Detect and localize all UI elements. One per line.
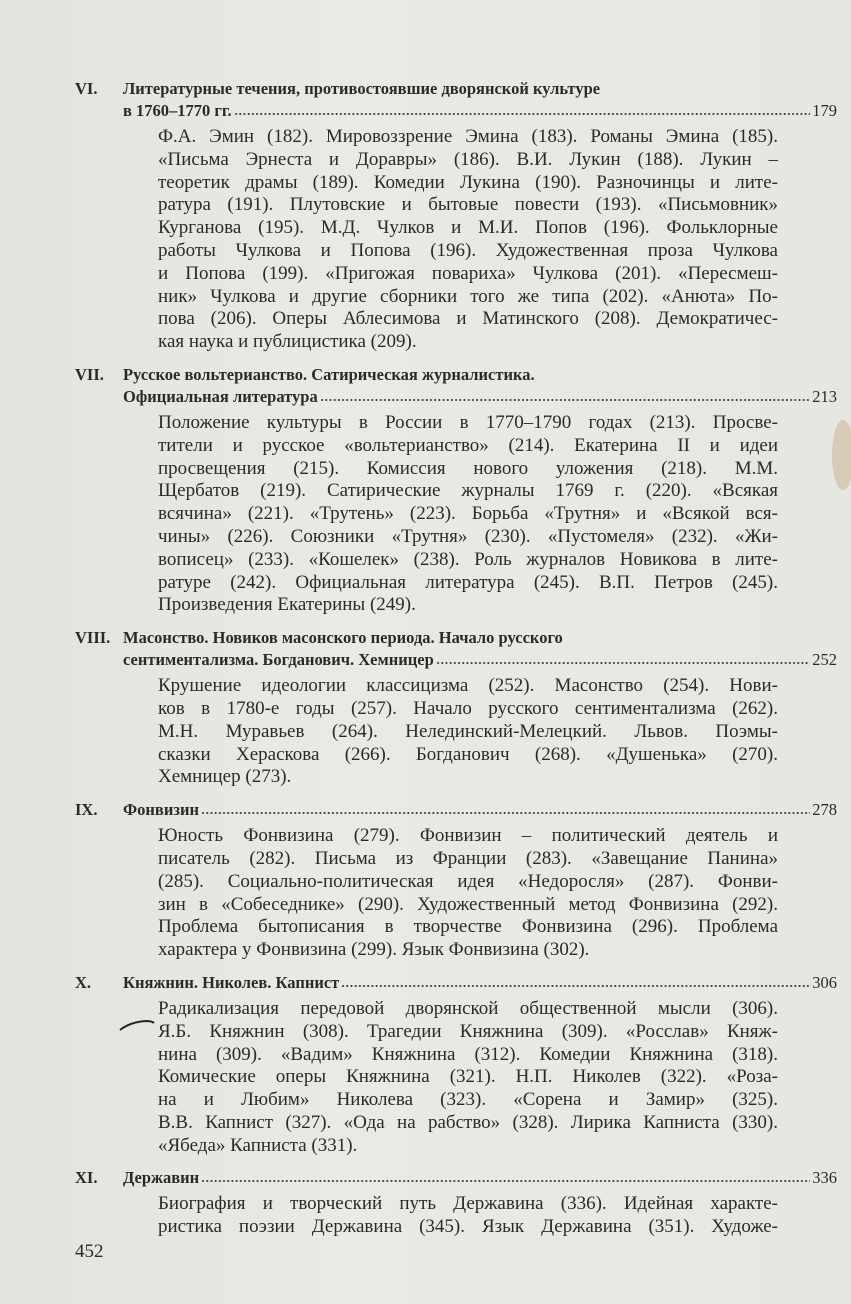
contents-line: ристика поэзии Державина (345). Язык Державина (351). Художе-	[158, 1216, 778, 1238]
dot-leader	[341, 984, 810, 988]
contents-line: «Ябеда» Капниста (331).	[158, 1134, 358, 1156]
contents-line: Комические оперы Княжнина (321). Н.П. Николев (322). «Роза-	[158, 1066, 778, 1088]
toc-section	[75, 78, 837, 354]
chapter-title-line	[123, 649, 837, 671]
contents-line: (285). Социально-политическая идея «Недоросля» (287). Фонви-	[158, 870, 778, 892]
chapter-contents	[158, 825, 778, 962]
chapter-numeral: IX.	[75, 800, 98, 820]
chapter-heading	[75, 972, 837, 994]
chapter-title-line	[123, 78, 837, 100]
toc-section	[75, 799, 837, 962]
chapter-heading	[75, 799, 837, 821]
chapter-numeral: X.	[75, 972, 92, 992]
contents-line: М.Н. Муравьев (264). Нелединский-Мелецкий. Львов. Поэмы-	[158, 720, 778, 742]
chapter-contents	[158, 126, 778, 354]
chapter-title	[123, 972, 837, 994]
chapter-heading	[75, 364, 837, 408]
contents-line: вописец» (233). «Кошелек» (238). Роль журналов Новикова в лите-	[158, 548, 778, 570]
chapter-title-text: Русское вольтерианство. Сатирическая журналистика.	[123, 364, 535, 384]
contents-line: сказки Хераскова (266). Богданович (268). «Душенька» (270).	[158, 743, 778, 765]
contents-line: всячина» (221). «Трутень» (223). Борьба «Трутня» и «Всякой вся-	[158, 503, 778, 525]
toc-section	[75, 1167, 837, 1239]
chapter-title-text: в 1760–1770 гг.	[123, 101, 232, 120]
chapter-heading	[75, 78, 837, 122]
chapter-numeral: VIII.	[75, 628, 111, 648]
contents-line: кая наука и публицистика (209).	[158, 331, 417, 353]
dot-leader	[234, 112, 811, 116]
toc-section	[75, 364, 837, 617]
contents-line: Хемницер (273).	[158, 766, 292, 788]
chapter-title-line	[123, 972, 837, 994]
contents-line: ратуре (242). Официальная литература (245). В.П. Петров (245).	[158, 571, 778, 593]
pen-mark	[118, 1018, 168, 1032]
contents-line: писатель (282). Письма из Франции (283). «Завещание Панина»	[158, 847, 778, 869]
toc-section	[75, 972, 837, 1158]
contents-line: Биография и творческий путь Державина (336). Идейная характе-	[158, 1193, 778, 1215]
contents-line: Крушение идеологии классицизма (252). Масонство (254). Нови-	[158, 675, 778, 697]
contents-line: Произведения Екатерины (249).	[158, 594, 416, 616]
contents-line: Юность Фонвизина (279). Фонвизин – политический деятель и	[158, 825, 778, 847]
chapter-title-text: Литературные течения, противостоявшие дворянской культуре	[123, 79, 601, 98]
chapter-title	[123, 627, 837, 671]
chapter-title-text: сентиментализма. Богданович. Хемницер	[123, 650, 434, 670]
contents-line: ратура (191). Плутовские и бытовые повести (193). «Письмовник»	[158, 194, 778, 216]
contents-line: Курганова (195). М.Д. Чулков и М.И. Попов (196). Фольклорные	[158, 217, 778, 239]
chapter-contents	[158, 675, 778, 789]
chapter-page-number: 213	[812, 386, 837, 406]
chapter-contents	[158, 412, 778, 617]
chapter-heading	[75, 1167, 837, 1189]
contents-line: «Письма Эрнеста и Доравры» (186). В.И. Лукин (188). Лукин –	[158, 148, 778, 170]
contents-line: зин в «Собеседнике» (290). Художественный метод Фонвизина (292).	[158, 893, 778, 915]
chapter-page-number: 179	[812, 101, 837, 120]
dot-leader	[320, 398, 811, 402]
contents-line: и Попова (199). «Пригожая повариха» Чулкова (201). «Пересмеш-	[158, 262, 778, 284]
chapter-title-line	[123, 364, 837, 386]
table-of-contents	[75, 78, 837, 1249]
contents-line: просвещения (215). Комиссия нового уложения (218). М.М.	[158, 457, 778, 479]
chapter-title-line	[123, 1167, 837, 1189]
dot-leader	[201, 811, 810, 815]
chapter-title-text: Официальная литература	[123, 386, 318, 406]
chapter-title-line	[123, 627, 837, 649]
chapter-title-text: Княжнин. Николев. Капнист	[123, 972, 340, 992]
chapter-heading	[75, 627, 837, 671]
chapter-numeral: VI.	[75, 79, 98, 98]
chapter-title-text: Фонвизин	[123, 800, 199, 820]
dot-leader	[436, 661, 810, 665]
chapter-title	[123, 799, 837, 821]
chapter-title-text: Державин	[123, 1168, 200, 1188]
contents-line: Проблема бытописания в творчестве Фонвизина (296). Проблема	[158, 916, 778, 938]
contents-line: теоретик драмы (189). Комедии Лукина (190). Разночинцы и лите-	[158, 171, 778, 193]
toc-section	[75, 627, 837, 789]
page-number: 452	[75, 1241, 104, 1262]
contents-line: тители и русское «вольтерианство» (214). Екатерина II и идеи	[158, 434, 778, 456]
chapter-title-line	[123, 100, 837, 122]
chapter-contents	[158, 1193, 778, 1239]
chapter-page-number: 306	[812, 972, 837, 992]
contents-line: Щербатов (219). Сатирические журналы 1769 г. (220). «Всякая	[158, 480, 778, 502]
contents-line: Я.Б. Княжнин (308). Трагедии Княжнина (309). «Росслав» Княж-	[158, 1020, 778, 1042]
chapter-title	[123, 78, 837, 122]
chapter-title	[123, 364, 837, 408]
contents-line: характера у Фонвизина (299). Язык Фонвизина (302).	[158, 939, 590, 961]
chapter-contents	[158, 998, 778, 1158]
chapter-numeral: VII.	[75, 364, 104, 384]
contents-line: чины» (226). Союзники «Трутня» (230). «Пустомеля» (232). «Жи-	[158, 525, 778, 547]
contents-line: В.В. Капнист (327). «Ода на рабство» (328). Лирика Капниста (330).	[158, 1111, 778, 1133]
contents-line: Радикализация передовой дворянской общественной мысли (306).	[158, 997, 778, 1019]
chapter-title-line	[123, 799, 837, 821]
chapter-page-number: 252	[812, 650, 837, 670]
contents-line: работы Чулкова и Попова (196). Художественная проза Чулкова	[158, 239, 778, 261]
contents-line: Ф.А. Эмин (182). Мировоззрение Эмина (183). Романы Эмина (185).	[158, 126, 778, 147]
chapter-numeral: XI.	[75, 1168, 98, 1188]
contents-line: Положение культуры в России в 1770–1790 годах (213). Просве-	[158, 411, 778, 433]
contents-line: пова (206). Оперы Аблесимова и Матинского (208). Демократичес-	[158, 308, 778, 330]
chapter-title-text: Масонство. Новиков масонского периода. Начало русского	[123, 628, 563, 648]
contents-line: на и Любим» Николева (323). «Сорена и Замир» (325).	[158, 1089, 778, 1111]
chapter-title	[123, 1167, 837, 1189]
chapter-page-number: 278	[812, 800, 837, 820]
chapter-page-number: 336	[812, 1168, 837, 1188]
contents-line: нина (309). «Вадим» Княжнина (312). Комедии Княжнина (318).	[158, 1043, 778, 1065]
contents-line: ник» Чулкова и другие сборники того же типа (202). «Анюта» По-	[158, 285, 778, 307]
dot-leader	[201, 1179, 810, 1183]
chapter-title-line	[123, 386, 837, 408]
contents-line: ков в 1780-е годы (257). Начало русского сентиментализма (262).	[158, 697, 778, 719]
